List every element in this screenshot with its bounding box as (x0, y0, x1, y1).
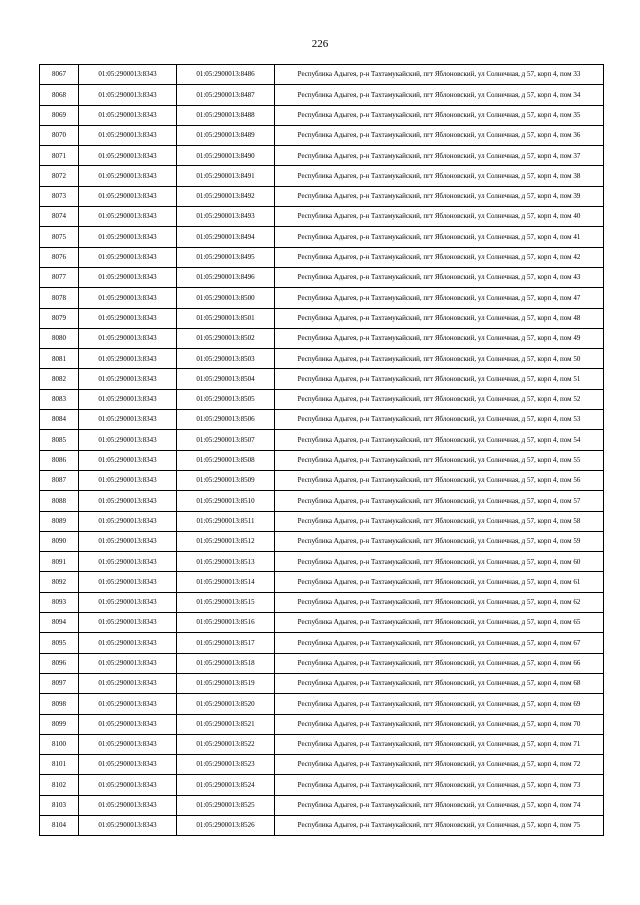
cadastral-number-cell: 01:05:2900013:8510 (177, 491, 275, 511)
cadastral-number-cell: 01:05:2900013:8502 (177, 328, 275, 348)
table-row (40, 613, 604, 633)
address-cell: Республика Адыгея, р-н Тахтамукайский, пгт Яблоновский, ул Солнечная, д 57, корп 4, пом 54 (275, 430, 604, 450)
row-number-cell: 8089 (40, 511, 79, 531)
cadastral-number-cell: 01:05:2900013:8511 (177, 511, 275, 531)
row-number-cell: 8076 (40, 247, 79, 267)
row-number-cell: 8068 (40, 85, 79, 105)
table-row (40, 531, 604, 551)
cadastral-number-cell: 01:05:2900013:8508 (177, 450, 275, 470)
cadastral-number-cell: 01:05:2900013:8501 (177, 308, 275, 328)
address-cell: Республика Адыгея, р-н Тахтамукайский, пгт Яблоновский, ул Солнечная, д 57, корп 4, пом 71 (275, 734, 604, 754)
table-row (40, 430, 604, 450)
table-row (40, 308, 604, 328)
table-row (40, 227, 604, 247)
address-cell: Республика Адыгея, р-н Тахтамукайский, пгт Яблоновский, ул Солнечная, д 57, корп 4, пом 60 (275, 552, 604, 572)
cadastral-number-cell: 01:05:2900013:8515 (177, 592, 275, 612)
parent-cadastral-cell: 01:05:2900013:8343 (79, 694, 177, 714)
table-row (40, 247, 604, 267)
table-row (40, 65, 604, 85)
row-number-cell: 8094 (40, 613, 79, 633)
address-cell: Республика Адыгея, р-н Тахтамукайский, пгт Яблоновский, ул Солнечная, д 57, корп 4, пом 61 (275, 572, 604, 592)
cadastral-number-cell: 01:05:2900013:8505 (177, 389, 275, 409)
address-cell: Республика Адыгея, р-н Тахтамукайский, пгт Яблоновский, ул Солнечная, д 57, корп 4, пом 73 (275, 775, 604, 795)
table-row (40, 592, 604, 612)
row-number-cell: 8077 (40, 267, 79, 287)
page-number: 226 (311, 38, 329, 50)
parent-cadastral-cell: 01:05:2900013:8343 (79, 572, 177, 592)
parent-cadastral-cell: 01:05:2900013:8343 (79, 511, 177, 531)
table-row (40, 166, 604, 186)
cadastral-number-cell: 01:05:2900013:8523 (177, 755, 275, 775)
row-number-cell: 8072 (40, 166, 79, 186)
table-row (40, 125, 604, 145)
address-cell: Республика Адыгея, р-н Тахтамукайский, пгт Яблоновский, ул Солнечная, д 57, корп 4, пом 65 (275, 613, 604, 633)
address-cell: Республика Адыгея, р-н Тахтамукайский, пгт Яблоновский, ул Солнечная, д 57, корп 4, пом 40 (275, 207, 604, 227)
cadastral-number-cell: 01:05:2900013:8503 (177, 349, 275, 369)
row-number-cell: 8082 (40, 369, 79, 389)
address-cell: Республика Адыгея, р-н Тахтамукайский, пгт Яблоновский, ул Солнечная, д 57, корп 4, пом 74 (275, 795, 604, 815)
row-number-cell: 8100 (40, 734, 79, 754)
parent-cadastral-cell: 01:05:2900013:8343 (79, 166, 177, 186)
row-number-cell: 8078 (40, 288, 79, 308)
table-row (40, 633, 604, 653)
address-cell: Республика Адыгея, р-н Тахтамукайский, пгт Яблоновский, ул Солнечная, д 57, корп 4, пом 72 (275, 755, 604, 775)
row-number-cell: 8099 (40, 714, 79, 734)
parent-cadastral-cell: 01:05:2900013:8343 (79, 207, 177, 227)
address-cell: Республика Адыгея, р-н Тахтамукайский, пгт Яблоновский, ул Солнечная, д 57, корп 4, пом 48 (275, 308, 604, 328)
table-row (40, 511, 604, 531)
table-row (40, 775, 604, 795)
cadastral-number-cell: 01:05:2900013:8509 (177, 470, 275, 490)
table-row (40, 146, 604, 166)
row-number-cell: 8103 (40, 795, 79, 815)
cadastral-number-cell: 01:05:2900013:8513 (177, 552, 275, 572)
address-cell: Республика Адыгея, р-н Тахтамукайский, пгт Яблоновский, ул Солнечная, д 57, корп 4, пом 50 (275, 349, 604, 369)
cadastral-number-cell: 01:05:2900013:8517 (177, 633, 275, 653)
address-cell: Республика Адыгея, р-н Тахтамукайский, пгт Яблоновский, ул Солнечная, д 57, корп 4, пом 57 (275, 491, 604, 511)
parent-cadastral-cell: 01:05:2900013:8343 (79, 146, 177, 166)
cadastral-number-cell: 01:05:2900013:8486 (177, 65, 275, 85)
address-cell: Республика Адыгея, р-н Тахтамукайский, пгт Яблоновский, ул Солнечная, д 57, корп 4, пом 51 (275, 369, 604, 389)
parent-cadastral-cell: 01:05:2900013:8343 (79, 410, 177, 430)
parent-cadastral-cell: 01:05:2900013:8343 (79, 815, 177, 835)
parent-cadastral-cell: 01:05:2900013:8343 (79, 734, 177, 754)
cadastral-number-cell: 01:05:2900013:8487 (177, 85, 275, 105)
parent-cadastral-cell: 01:05:2900013:8343 (79, 795, 177, 815)
cadastral-number-cell: 01:05:2900013:8506 (177, 410, 275, 430)
row-number-cell: 8101 (40, 755, 79, 775)
table-row (40, 572, 604, 592)
property-registry-table (39, 64, 604, 836)
address-cell: Республика Адыгея, р-н Тахтамукайский, пгт Яблоновский, ул Солнечная, д 57, корп 4, пом 33 (275, 65, 604, 85)
row-number-cell: 8104 (40, 815, 79, 835)
table-row (40, 470, 604, 490)
row-number-cell: 8088 (40, 491, 79, 511)
parent-cadastral-cell: 01:05:2900013:8343 (79, 592, 177, 612)
cadastral-number-cell: 01:05:2900013:8522 (177, 734, 275, 754)
parent-cadastral-cell: 01:05:2900013:8343 (79, 125, 177, 145)
cadastral-number-cell: 01:05:2900013:8488 (177, 105, 275, 125)
parent-cadastral-cell: 01:05:2900013:8343 (79, 85, 177, 105)
parent-cadastral-cell: 01:05:2900013:8343 (79, 653, 177, 673)
cadastral-number-cell: 01:05:2900013:8514 (177, 572, 275, 592)
table-row (40, 552, 604, 572)
parent-cadastral-cell: 01:05:2900013:8343 (79, 430, 177, 450)
table-row (40, 734, 604, 754)
address-cell: Республика Адыгея, р-н Тахтамукайский, пгт Яблоновский, ул Солнечная, д 57, корп 4, пом 58 (275, 511, 604, 531)
table-row (40, 186, 604, 206)
cadastral-number-cell: 01:05:2900013:8496 (177, 267, 275, 287)
table-row (40, 288, 604, 308)
table-row (40, 369, 604, 389)
cadastral-number-cell: 01:05:2900013:8490 (177, 146, 275, 166)
address-cell: Республика Адыгея, р-н Тахтамукайский, пгт Яблоновский, ул Солнечная, д 57, корп 4, пом 43 (275, 267, 604, 287)
parent-cadastral-cell: 01:05:2900013:8343 (79, 308, 177, 328)
parent-cadastral-cell: 01:05:2900013:8343 (79, 105, 177, 125)
row-number-cell: 8070 (40, 125, 79, 145)
address-cell: Республика Адыгея, р-н Тахтамукайский, пгт Яблоновский, ул Солнечная, д 57, корп 4, пом 56 (275, 470, 604, 490)
row-number-cell: 8090 (40, 531, 79, 551)
parent-cadastral-cell: 01:05:2900013:8343 (79, 288, 177, 308)
parent-cadastral-cell: 01:05:2900013:8343 (79, 552, 177, 572)
row-number-cell: 8073 (40, 186, 79, 206)
cadastral-number-cell: 01:05:2900013:8495 (177, 247, 275, 267)
cadastral-number-cell: 01:05:2900013:8521 (177, 714, 275, 734)
cadastral-number-cell: 01:05:2900013:8520 (177, 694, 275, 714)
cadastral-number-cell: 01:05:2900013:8493 (177, 207, 275, 227)
address-cell: Республика Адыгея, р-н Тахтамукайский, пгт Яблоновский, ул Солнечная, д 57, корп 4, пом 59 (275, 531, 604, 551)
parent-cadastral-cell: 01:05:2900013:8343 (79, 65, 177, 85)
row-number-cell: 8069 (40, 105, 79, 125)
row-number-cell: 8071 (40, 146, 79, 166)
address-cell: Республика Адыгея, р-н Тахтамукайский, пгт Яблоновский, ул Солнечная, д 57, корп 4, пом 47 (275, 288, 604, 308)
row-number-cell: 8096 (40, 653, 79, 673)
address-cell: Республика Адыгея, р-н Тахтамукайский, пгт Яблоновский, ул Солнечная, д 57, корп 4, пом 68 (275, 673, 604, 693)
row-number-cell: 8074 (40, 207, 79, 227)
row-number-cell: 8097 (40, 673, 79, 693)
table-row (40, 267, 604, 287)
address-cell: Республика Адыгея, р-н Тахтамукайский, пгт Яблоновский, ул Солнечная, д 57, корп 4, пом 34 (275, 85, 604, 105)
table-row (40, 673, 604, 693)
parent-cadastral-cell: 01:05:2900013:8343 (79, 714, 177, 734)
table-row (40, 694, 604, 714)
address-cell: Республика Адыгея, р-н Тахтамукайский, пгт Яблоновский, ул Солнечная, д 57, корп 4, пом 75 (275, 815, 604, 835)
address-cell: Республика Адыгея, р-н Тахтамукайский, пгт Яблоновский, ул Солнечная, д 57, корп 4, пом 55 (275, 450, 604, 470)
table-row (40, 105, 604, 125)
address-cell: Республика Адыгея, р-н Тахтамукайский, пгт Яблоновский, ул Солнечная, д 57, корп 4, пом 62 (275, 592, 604, 612)
address-cell: Республика Адыгея, р-н Тахтамукайский, пгт Яблоновский, ул Солнечная, д 57, корп 4, пом 41 (275, 227, 604, 247)
address-cell: Республика Адыгея, р-н Тахтамукайский, пгт Яблоновский, ул Солнечная, д 57, корп 4, пом 70 (275, 714, 604, 734)
parent-cadastral-cell: 01:05:2900013:8343 (79, 450, 177, 470)
address-cell: Республика Адыгея, р-н Тахтамукайский, пгт Яблоновский, ул Солнечная, д 57, корп 4, пом 49 (275, 328, 604, 348)
row-number-cell: 8091 (40, 552, 79, 572)
table-row (40, 349, 604, 369)
cadastral-number-cell: 01:05:2900013:8519 (177, 673, 275, 693)
cadastral-number-cell: 01:05:2900013:8489 (177, 125, 275, 145)
parent-cadastral-cell: 01:05:2900013:8343 (79, 247, 177, 267)
table-row (40, 450, 604, 470)
row-number-cell: 8086 (40, 450, 79, 470)
parent-cadastral-cell: 01:05:2900013:8343 (79, 531, 177, 551)
parent-cadastral-cell: 01:05:2900013:8343 (79, 267, 177, 287)
parent-cadastral-cell: 01:05:2900013:8343 (79, 613, 177, 633)
row-number-cell: 8075 (40, 227, 79, 247)
table-row (40, 389, 604, 409)
row-number-cell: 8083 (40, 389, 79, 409)
address-cell: Республика Адыгея, р-н Тахтамукайский, пгт Яблоновский, ул Солнечная, д 57, корп 4, пом 66 (275, 653, 604, 673)
row-number-cell: 8085 (40, 430, 79, 450)
table-row (40, 410, 604, 430)
parent-cadastral-cell: 01:05:2900013:8343 (79, 470, 177, 490)
row-number-cell: 8081 (40, 349, 79, 369)
row-number-cell: 8093 (40, 592, 79, 612)
table-row (40, 795, 604, 815)
cadastral-number-cell: 01:05:2900013:8525 (177, 795, 275, 815)
table-row (40, 755, 604, 775)
parent-cadastral-cell: 01:05:2900013:8343 (79, 349, 177, 369)
row-number-cell: 8084 (40, 410, 79, 430)
parent-cadastral-cell: 01:05:2900013:8343 (79, 673, 177, 693)
address-cell: Республика Адыгея, р-н Тахтамукайский, пгт Яблоновский, ул Солнечная, д 57, корп 4, пом 69 (275, 694, 604, 714)
parent-cadastral-cell: 01:05:2900013:8343 (79, 775, 177, 795)
table-row (40, 207, 604, 227)
address-cell: Республика Адыгея, р-н Тахтамукайский, пгт Яблоновский, ул Солнечная, д 57, корп 4, пом 42 (275, 247, 604, 267)
row-number-cell: 8079 (40, 308, 79, 328)
cadastral-number-cell: 01:05:2900013:8516 (177, 613, 275, 633)
address-cell: Республика Адыгея, р-н Тахтамукайский, пгт Яблоновский, ул Солнечная, д 57, корп 4, пом 52 (275, 389, 604, 409)
cadastral-number-cell: 01:05:2900013:8492 (177, 186, 275, 206)
address-cell: Республика Адыгея, р-н Тахтамукайский, пгт Яблоновский, ул Солнечная, д 57, корп 4, пом 39 (275, 186, 604, 206)
parent-cadastral-cell: 01:05:2900013:8343 (79, 227, 177, 247)
parent-cadastral-cell: 01:05:2900013:8343 (79, 491, 177, 511)
table-row (40, 85, 604, 105)
row-number-cell: 8098 (40, 694, 79, 714)
cadastral-number-cell: 01:05:2900013:8491 (177, 166, 275, 186)
address-cell: Республика Адыгея, р-н Тахтамукайский, пгт Яблоновский, ул Солнечная, д 57, корп 4, пом 36 (275, 125, 604, 145)
address-cell: Республика Адыгея, р-н Тахтамукайский, пгт Яблоновский, ул Солнечная, д 57, корп 4, пом 53 (275, 410, 604, 430)
address-cell: Республика Адыгея, р-н Тахтамукайский, пгт Яблоновский, ул Солнечная, д 57, корп 4, пом 35 (275, 105, 604, 125)
table-row (40, 328, 604, 348)
row-number-cell: 8092 (40, 572, 79, 592)
cadastral-number-cell: 01:05:2900013:8507 (177, 430, 275, 450)
parent-cadastral-cell: 01:05:2900013:8343 (79, 369, 177, 389)
address-cell: Республика Адыгея, р-н Тахтамукайский, пгт Яблоновский, ул Солнечная, д 57, корп 4, пом 67 (275, 633, 604, 653)
parent-cadastral-cell: 01:05:2900013:8343 (79, 633, 177, 653)
table-row (40, 815, 604, 835)
table-row (40, 714, 604, 734)
cadastral-number-cell: 01:05:2900013:8500 (177, 288, 275, 308)
row-number-cell: 8067 (40, 65, 79, 85)
cadastral-number-cell: 01:05:2900013:8512 (177, 531, 275, 551)
cadastral-number-cell: 01:05:2900013:8504 (177, 369, 275, 389)
row-number-cell: 8102 (40, 775, 79, 795)
address-cell: Республика Адыгея, р-н Тахтамукайский, пгт Яблоновский, ул Солнечная, д 57, корп 4, пом 37 (275, 146, 604, 166)
cadastral-number-cell: 01:05:2900013:8494 (177, 227, 275, 247)
row-number-cell: 8087 (40, 470, 79, 490)
address-cell: Республика Адыгея, р-н Тахтамукайский, пгт Яблоновский, ул Солнечная, д 57, корп 4, пом 38 (275, 166, 604, 186)
parent-cadastral-cell: 01:05:2900013:8343 (79, 755, 177, 775)
registry-body (40, 65, 604, 836)
parent-cadastral-cell: 01:05:2900013:8343 (79, 389, 177, 409)
parent-cadastral-cell: 01:05:2900013:8343 (79, 186, 177, 206)
table-row (40, 491, 604, 511)
cadastral-number-cell: 01:05:2900013:8526 (177, 815, 275, 835)
parent-cadastral-cell: 01:05:2900013:8343 (79, 328, 177, 348)
cadastral-number-cell: 01:05:2900013:8518 (177, 653, 275, 673)
row-number-cell: 8095 (40, 633, 79, 653)
table-row (40, 653, 604, 673)
cadastral-number-cell: 01:05:2900013:8524 (177, 775, 275, 795)
row-number-cell: 8080 (40, 328, 79, 348)
